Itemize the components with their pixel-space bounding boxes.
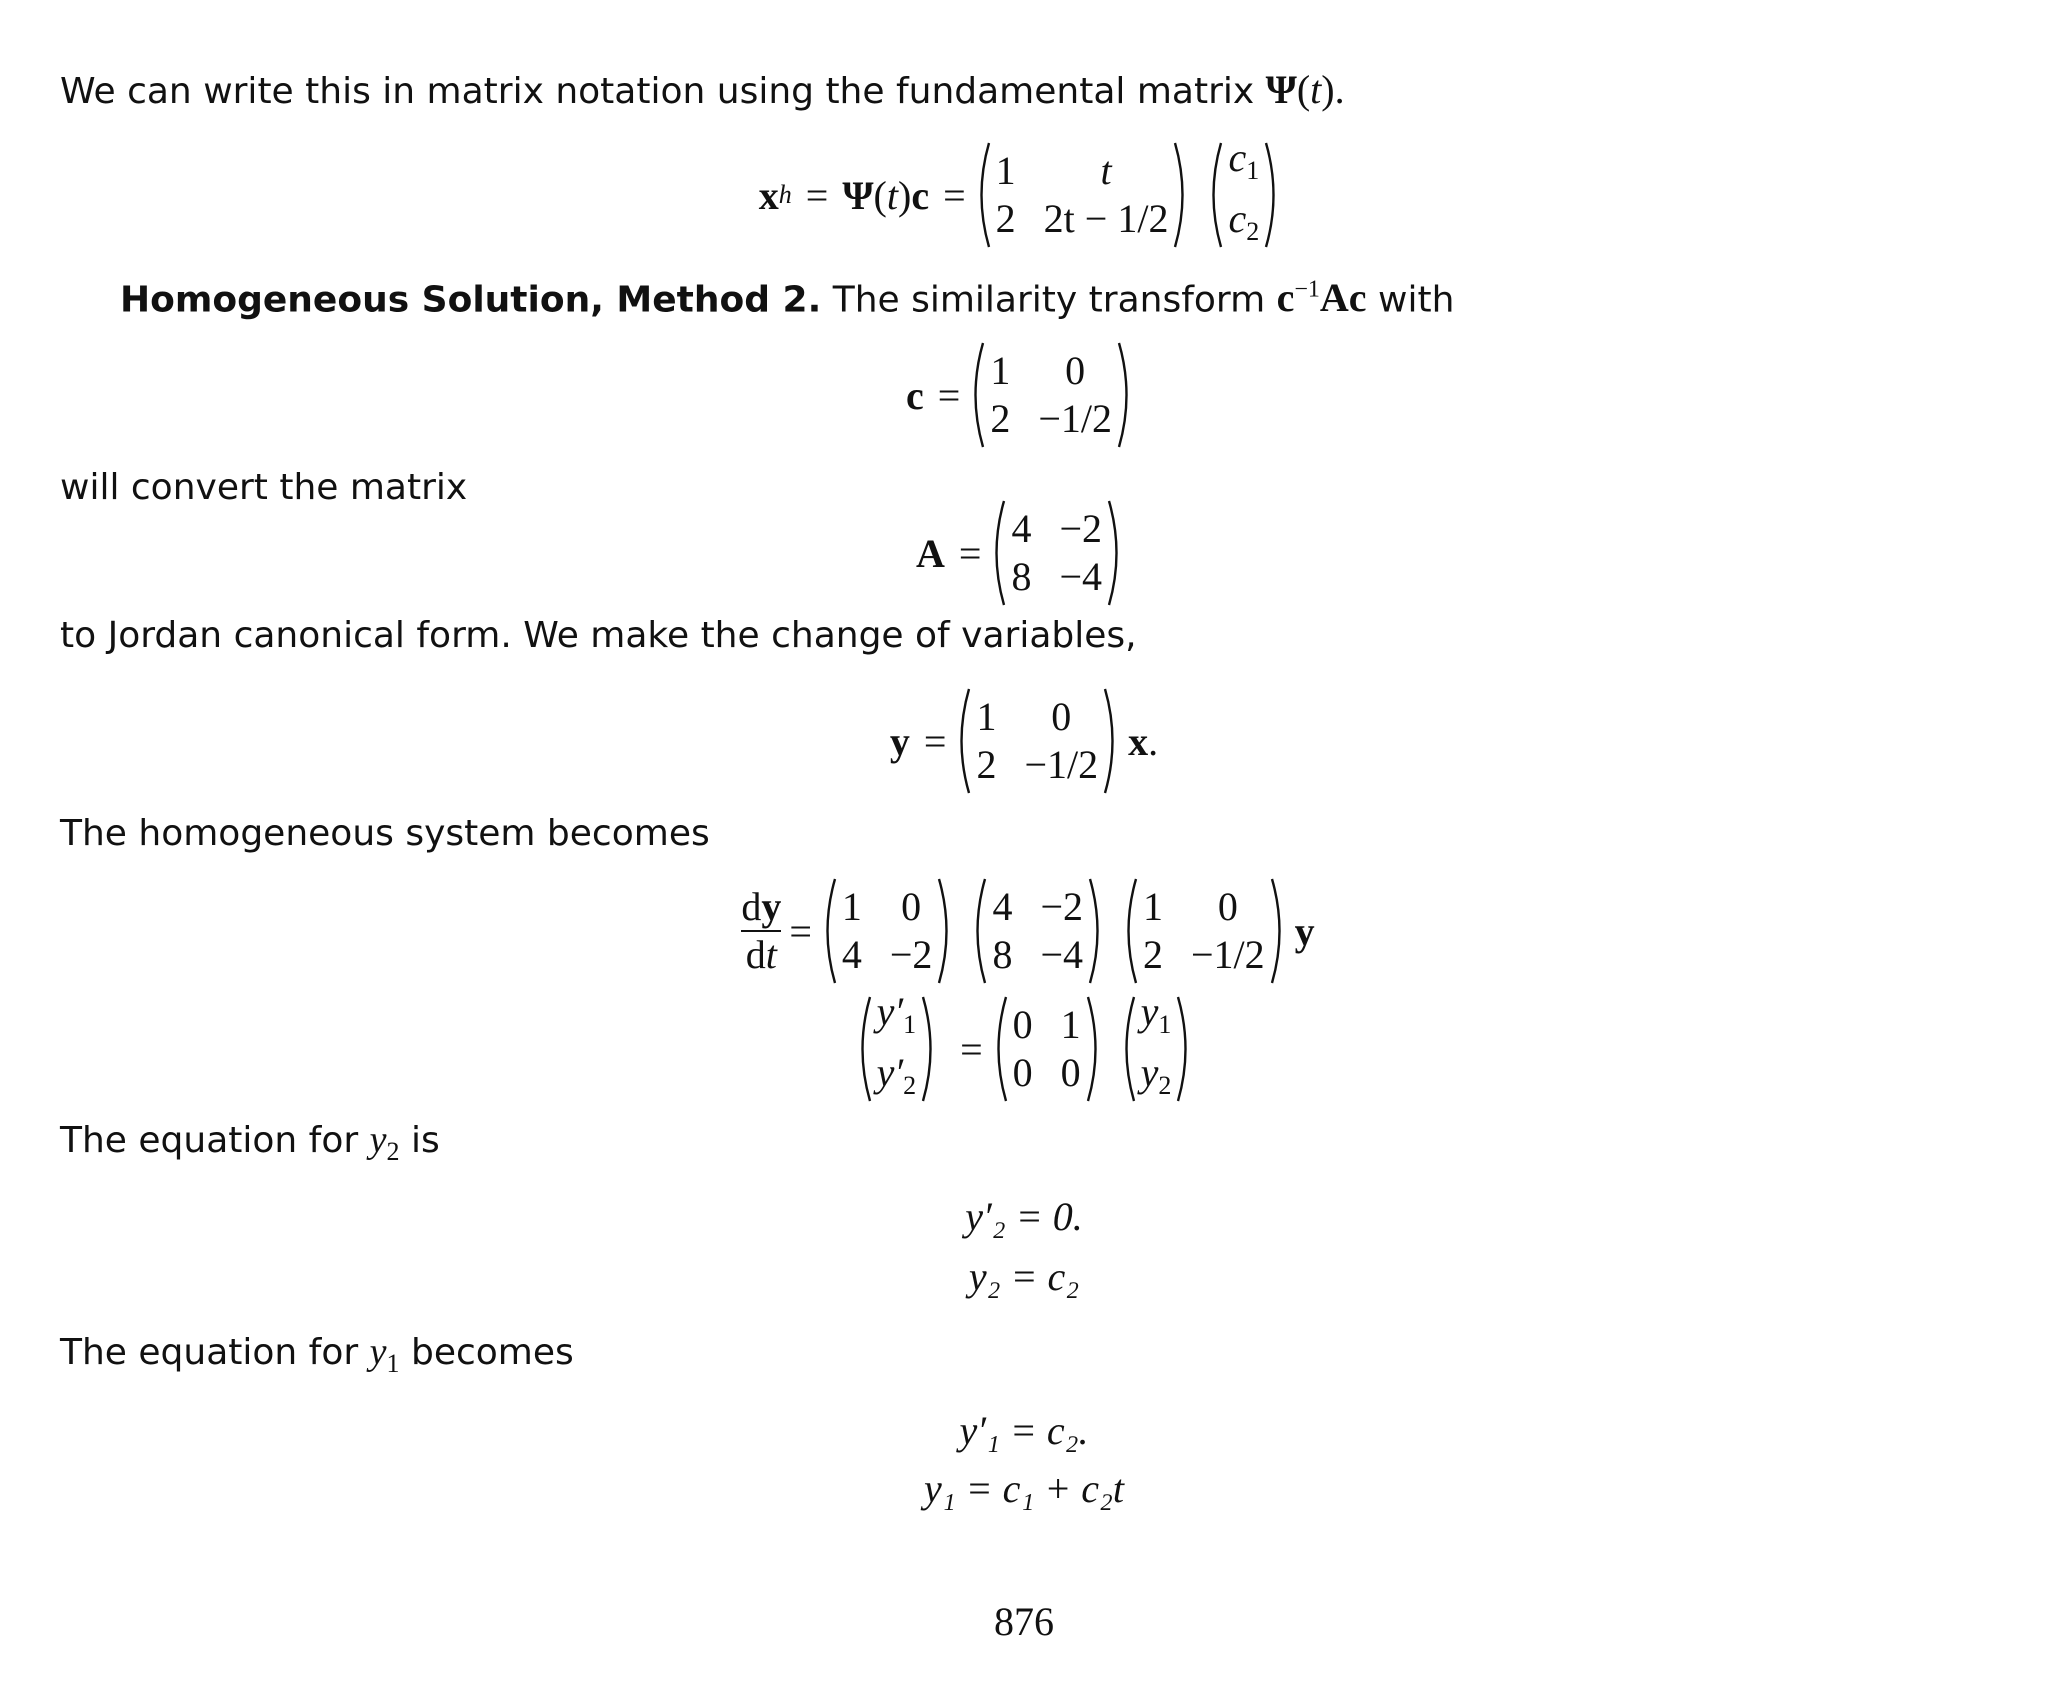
equation-dydt: $\frac{dy}{dt}$ = 1 0 4 −2 4 −2 8 −4 1 0 2 −1/2 y	[0, 876, 2048, 986]
y2-intro: The equation for $y_2$ is	[60, 1119, 440, 1166]
method2-text: The similarity transform	[832, 279, 1266, 321]
matrix-transform: 1 0 2 −1/2	[952, 686, 1122, 796]
system-text: The homogeneous system becomes	[60, 813, 710, 854]
result-y1-derivative: y′₁ = c₂.	[959, 1407, 1089, 1453]
matrix-A-product: 4 −2 8 −4	[968, 876, 1107, 986]
result-y2-derivative: y′₂ = 0.	[965, 1193, 1083, 1239]
equation-c: c = 1 0 2 −1/2	[0, 340, 2048, 450]
result-y2: y₂ = c₂	[968, 1253, 1080, 1299]
page-number: 876	[994, 1599, 1054, 1644]
derivative-fraction: $\frac{dy}{dt}$	[741, 884, 782, 977]
equation-xh: x h = Ψ ( t ) c = 1 t 2 2t − 1/2 $c_1$ $c_2$	[0, 140, 2048, 250]
intro-line	[60, 68, 1345, 114]
with-text: with	[1378, 279, 1455, 321]
equation-jordan: $y'_1$ $y'_2$ = 0 1 0 0 $y_1$ $y_2$	[0, 994, 2048, 1104]
matrix-A: 4 −2 8 −4	[987, 498, 1126, 608]
equation-A: A = 4 −2 8 −4	[0, 498, 2048, 608]
matrix-c: 1 0 2 −1/2	[966, 340, 1136, 450]
psi-arg: (t).	[1296, 67, 1345, 112]
matrix-jordan: 0 1 0 0	[989, 994, 1105, 1104]
matrix-psi: 1 t 2 2t − 1/2	[972, 140, 1193, 250]
y1-intro: The equation for $y_1$ becomes	[60, 1331, 574, 1378]
matrix-c-product: 1 0 2 −1/2	[1119, 876, 1289, 986]
vector-c: $c_1$ $c_2$	[1204, 134, 1283, 256]
method2-line	[120, 268, 1454, 322]
vector-yprime: $y'_1$ $y'_2$	[853, 988, 941, 1110]
jordan-text: to Jordan canonical form. We make the change of variables,	[60, 615, 1137, 656]
matrix-cinv: 1 0 4 −2	[818, 876, 957, 986]
intro-text: We can write this in matrix notation using the fundamental matrix	[60, 71, 1255, 112]
vector-y: $y_1$ $y_2$	[1117, 988, 1196, 1110]
equation-y: y = 1 0 2 −1/2 x .	[0, 686, 2048, 796]
psi-symbol: Ψ	[1265, 67, 1297, 112]
convert-text: will convert the matrix	[60, 467, 468, 508]
method2-heading: Homogeneous Solution, Method 2.	[120, 279, 822, 321]
result-y1: y₁ = c₁ + c₂t	[923, 1465, 1125, 1511]
similarity-expr: $c^{-1}Ac$	[1276, 275, 1367, 321]
